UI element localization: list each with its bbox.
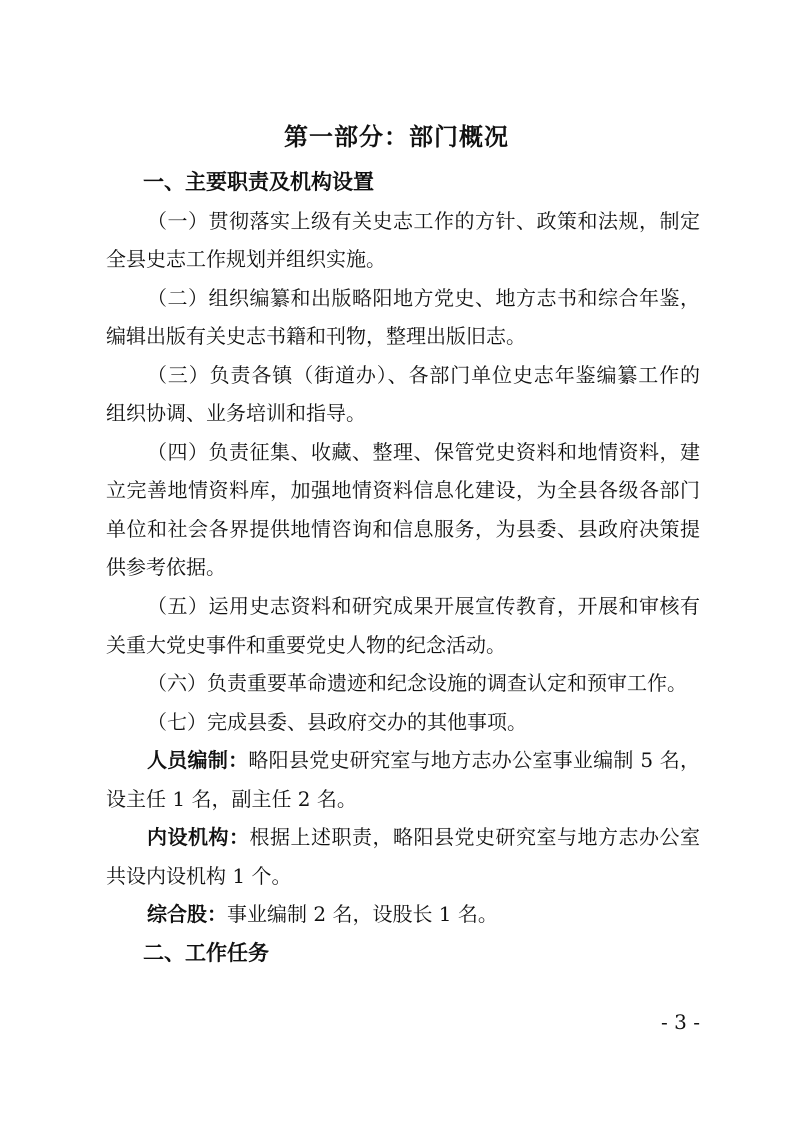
- page-title: 第一部分：部门概况: [284, 122, 509, 151]
- text-line: [106, 895, 700, 934]
- text-line: （六）负责重要革命遗迹和纪念设施的调查认定和预审工作。: [147, 671, 687, 696]
- staffing-label: 人员编制：: [147, 748, 249, 773]
- page-number: - 3 -: [661, 1010, 700, 1034]
- general-office-label: 综合股：: [147, 902, 227, 927]
- duty-paragraph: [106, 587, 700, 664]
- duty-paragraph: [106, 279, 700, 356]
- internal-label: 内设机构：: [147, 825, 250, 850]
- duty-paragraph: [106, 356, 700, 433]
- text-line: （一）贯彻落实上级有关史志工作的方针、政策和法规，制定: [147, 208, 700, 233]
- internal-text: 根据上述职责，略阳县党史研究室与地方志办公室: [249, 825, 700, 850]
- document-body: [106, 163, 700, 972]
- text-line: （四）负责征集、收藏、整理、保管党史资料和地情资料，建: [147, 439, 700, 464]
- text-line: 编辑出版有关史志书籍和刊物，整理出版旧志。: [106, 324, 526, 349]
- text-line: [106, 741, 700, 780]
- text-line: [106, 818, 700, 857]
- text-line: 全县史志工作规划并组织实施。: [106, 247, 386, 272]
- text-line: 单位和社会各界提供地情咨询和信息服务，为县委、县政府决策提: [106, 516, 700, 541]
- duty-paragraph: [106, 664, 700, 703]
- duty-paragraph: [106, 703, 700, 742]
- text-line: 供参考依据。: [106, 555, 226, 580]
- text-line: （五）运用史志资料和研究成果开展宣传教育，开展和审核有: [147, 594, 700, 619]
- text-line: 立完善地情资料库，加强地情资料信息化建设，为全县各级各部门: [106, 478, 700, 503]
- text-line: （二）组织编纂和出版略阳地方党史、地方志书和综合年鉴，: [147, 285, 700, 310]
- text-line: 设主任 1 名，副主任 2 名。: [106, 786, 357, 811]
- section-heading: 二、工作任务: [143, 940, 269, 965]
- text-line: 关重大党史事件和重要党史人物的纪念活动。: [106, 632, 506, 657]
- duty-paragraph: [106, 202, 700, 279]
- text-line: 组织协调、业务培训和指导。: [106, 401, 366, 426]
- duty-paragraph: [106, 433, 700, 587]
- staffing-paragraph: [106, 741, 700, 818]
- text-line: 共设内设机构 1 个。: [106, 863, 292, 888]
- general-office-text: 事业编制 2 名，设股长 1 名。: [227, 902, 498, 927]
- section-heading: 一、主要职责及机构设置: [143, 170, 374, 194]
- staffing-text: 略阳县党史研究室与地方志办公室事业编制 5 名，: [248, 748, 700, 773]
- general-office-paragraph: [106, 895, 700, 934]
- text-line: （三）负责各镇（街道办）、各部门单位史志年鉴编纂工作的: [147, 362, 700, 387]
- internal-structure-paragraph: [106, 818, 700, 895]
- text-line: （七）完成县委、县政府交办的其他事项。: [147, 709, 527, 734]
